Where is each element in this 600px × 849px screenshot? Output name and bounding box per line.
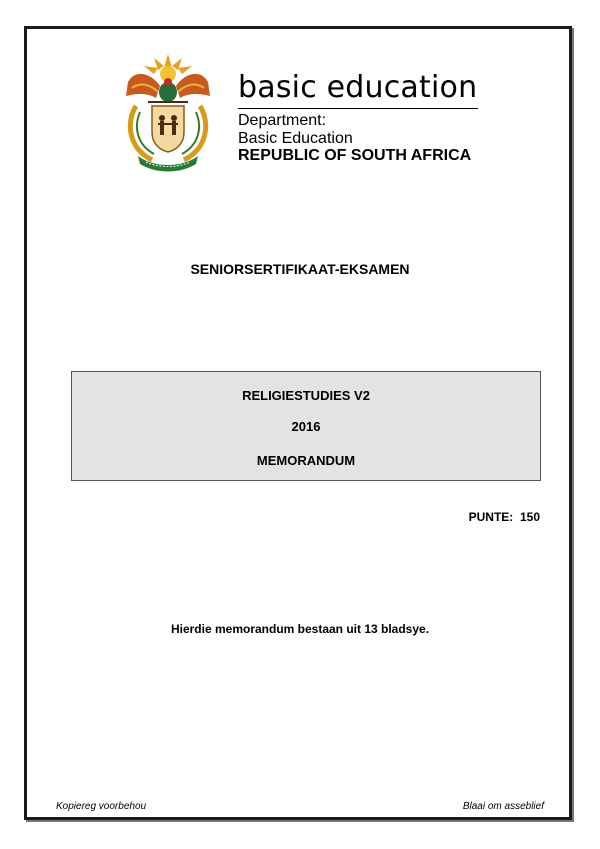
marks-value: 150 xyxy=(519,510,540,524)
brand-divider xyxy=(238,108,478,109)
page-count-note: Hierdie memorandum bestaan uit 13 bladsye. xyxy=(170,622,430,636)
exam-year: 2016 xyxy=(291,419,321,434)
department-label: Department: xyxy=(238,112,327,129)
footer-turn-page: Blaai om asseblief xyxy=(462,801,544,812)
department-name: Basic Education xyxy=(238,130,353,147)
coat-of-arms-icon xyxy=(118,52,218,172)
brand-title: basic education xyxy=(238,70,478,105)
exam-title: SENIORSERTIFIKAAT-EKSAMEN xyxy=(190,261,410,277)
marks xyxy=(469,510,540,524)
marks-label: PUNTE: xyxy=(468,510,514,524)
footer-copyright: Kopiereg voorbehou xyxy=(56,801,147,812)
subject-name: RELIGIESTUDIES V2 xyxy=(242,388,370,403)
country-name: REPUBLIC OF SOUTH AFRICA xyxy=(238,147,472,164)
document-type: MEMORANDUM xyxy=(256,453,356,468)
subject-box xyxy=(71,371,541,481)
